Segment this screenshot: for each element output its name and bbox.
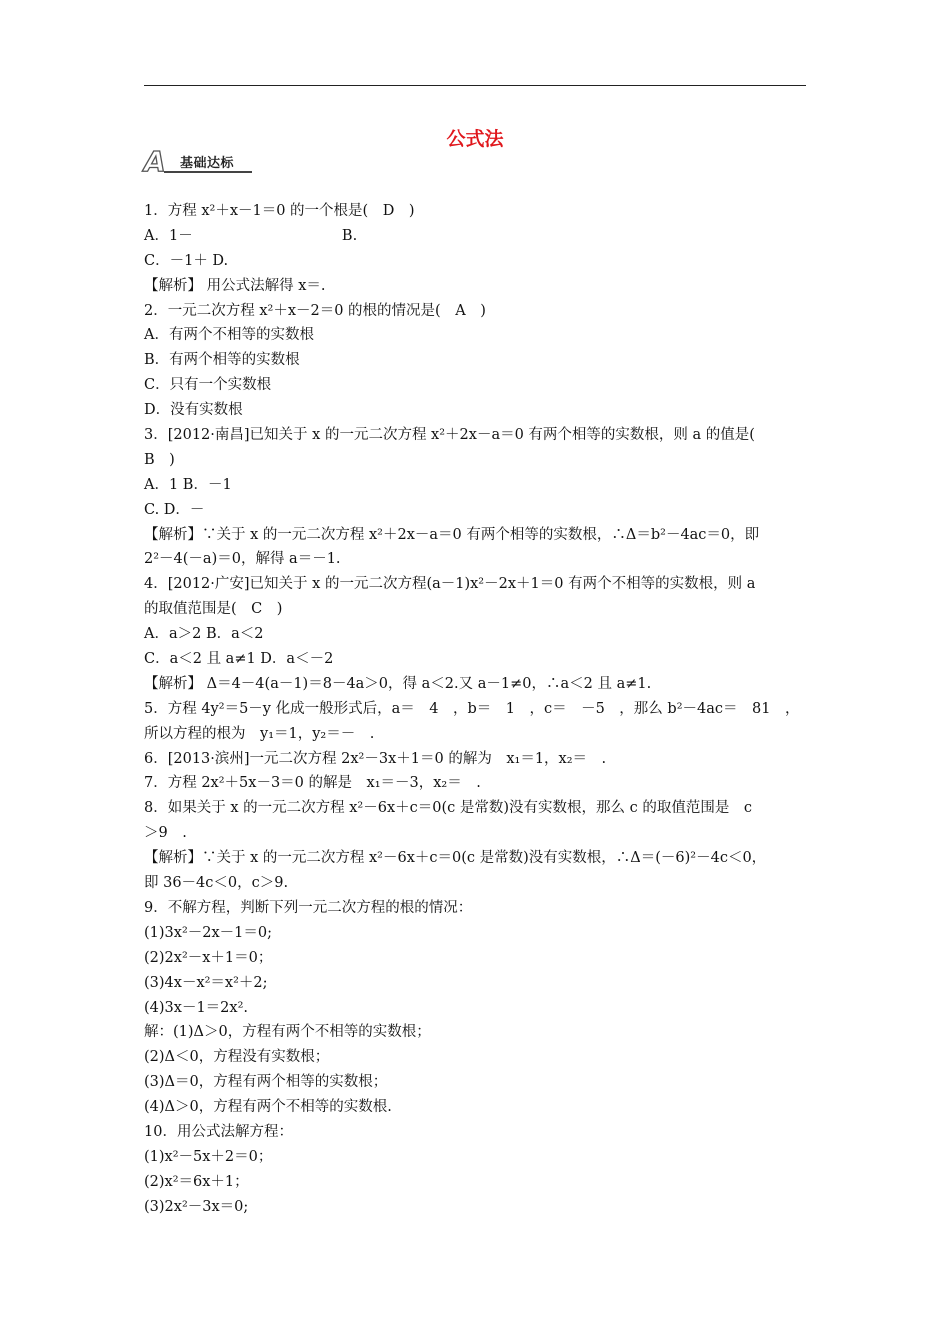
question-2-option-d: D．没有实数根 — [144, 402, 243, 419]
question-5-line-1: 5．方程 4y²＝5－y 化成一般形式后，a＝ 4 ，b＝ 1 ，c＝ －5 ，那么 b²－4ac＝ 81 ， — [144, 700, 800, 717]
question-1-option-ab — [144, 224, 808, 249]
question-4-option-ab: A．a＞2 B．a＜2 — [144, 626, 264, 643]
question-5-line-2: 所以方程的根为 y₁＝1，y₂＝－ . — [144, 725, 375, 742]
question-10-item-3: (3)2x²－3x＝0; — [144, 1198, 249, 1215]
question-10-item-2: (2)x²＝6x＋1； — [144, 1173, 249, 1190]
question-10-item-1: (1)x²－5x＋2＝0； — [144, 1148, 273, 1165]
question-3-line-1: 3．[2012·南昌]已知关于 x 的一元二次方程 x²＋2x－a＝0 有两个相等的实数根，则 a 的值是( — [144, 427, 755, 444]
question-9: 9．不解方程，判断下列一元二次方程的根的情况： — [144, 899, 473, 916]
badge-underline — [164, 171, 252, 173]
question-9-solution-4: (4)Δ＞0，方程有两个不相等的实数根. — [144, 1099, 392, 1116]
badge-letter: A — [144, 145, 166, 178]
question-8-line-1: 8．如果关于 x 的一元二次方程 x²－6x＋c＝0(c 是常数)没有实数根，那么 c 的取值范围是 c — [144, 800, 752, 817]
question-7: 7．方程 2x²＋5x－3＝0 的解是 x₁＝－3，x₂＝ . — [144, 775, 481, 792]
question-8-line-2: ＞9 . — [144, 825, 187, 842]
badge-text: 基础达标 — [180, 156, 235, 171]
question-3-line-2: B ) — [144, 451, 175, 468]
option-a: A．1－ — [144, 227, 193, 244]
question-4-option-cd: C．a＜2 且 a≠1 D．a＜－2 — [144, 651, 334, 668]
question-2: 2．一元二次方程 x²＋x－2＝0 的根的情况是( A ) — [144, 302, 486, 319]
question-1-solution: 【解析】 用公式法解得 x＝. — [144, 277, 326, 294]
question-1: 1．方程 x²＋x－1＝0 的一个根是( D ) — [144, 203, 415, 219]
question-9-item-3: (3)4x－x²＝x²＋2; — [144, 974, 268, 991]
question-9-item-4: (4)3x－1＝2x². — [144, 999, 248, 1016]
question-8-solution-1: 【解析】∵关于 x 的一元二次方程 x²－6x＋c＝0(c 是常数)没有实数根，∴Δ＝(－6)²－4c＜0， — [144, 850, 767, 867]
question-9-solution-3: (3)Δ＝0，方程有两个相等的实数根； — [144, 1074, 388, 1091]
question-2-option-b: B．有两个相等的实数根 — [144, 352, 300, 369]
question-9-item-2: (2)2x²－x＋1＝0； — [144, 949, 273, 966]
exercise-content — [144, 199, 808, 1220]
question-4-line-1: 4．[2012·广安]已知关于 x 的一元二次方程(a－1)x²－2x＋1＝0 有两个不相等的实数根，则 a — [144, 576, 756, 593]
header-rule — [144, 85, 806, 86]
question-3-solution-1: 【解析】∵关于 x 的一元二次方程 x²＋2x－a＝0 有两个相等的实数根，∴Δ＝b²－4ac＝0，即 — [144, 526, 760, 543]
question-10: 10．用公式法解方程： — [144, 1123, 293, 1140]
question-2-option-a: A．有两个不相等的实数根 — [144, 327, 314, 344]
question-9-solution-1: 解：(1)Δ＞0，方程有两个不相等的实数根； — [144, 1024, 431, 1041]
question-9-item-1: (1)3x²－2x－1＝0; — [144, 924, 272, 941]
question-3-solution-2: 2²－4(－a)＝0，解得 a＝－1. — [144, 551, 341, 568]
question-8-solution-2: 即 36－4c＜0，c＞9. — [144, 875, 289, 892]
question-4-solution: 【解析】 Δ＝4－4(a－1)＝8－4a＞0，得 a＜2.又 a－1≠0，∴a＜2 且 a≠1. — [144, 675, 652, 692]
section-badge — [144, 147, 254, 177]
option-b: B. — [341, 227, 358, 244]
question-2-option-c: C．只有一个实数根 — [144, 377, 272, 394]
question-6: 6．[2013·滨州]一元二次方程 2x²－3x＋1＝0 的解为 x₁＝1，x₂＝ . — [144, 750, 607, 767]
page-title: 公式法 — [446, 128, 504, 150]
question-1-option-cd: C．－1＋ D. — [144, 252, 229, 269]
question-9-solution-2: (2)Δ＜0，方程没有实数根； — [144, 1049, 330, 1066]
question-4-line-2: 的取值范围是( C ) — [144, 601, 283, 618]
question-3-option-ab: A．1 B．－1 — [144, 476, 232, 493]
question-3-option-cd: C. D．－ — [144, 501, 205, 518]
